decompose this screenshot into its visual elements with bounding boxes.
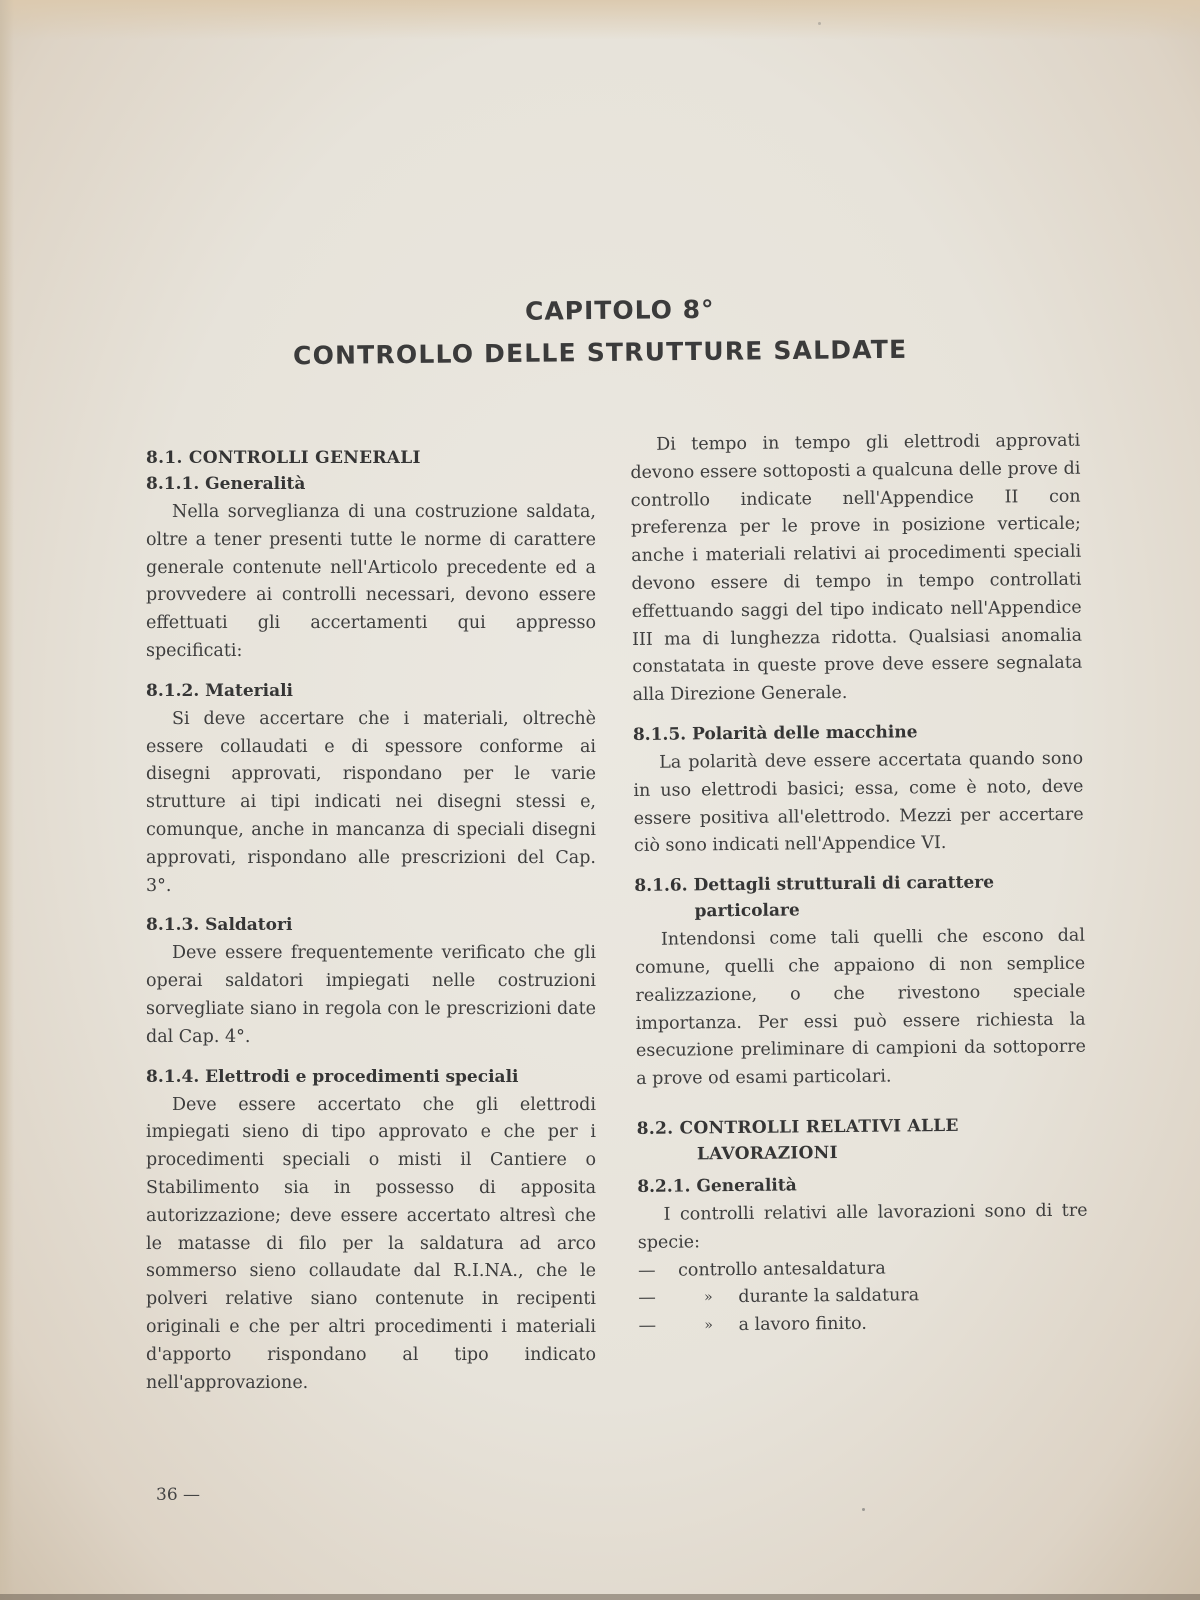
left-column (146, 445, 596, 1397)
section-8-2-1-heading: 8.2.1. Generalità (637, 1175, 797, 1197)
ditto-mark: » (704, 1317, 713, 1334)
page-number: 36 — (156, 1485, 201, 1505)
section-8-1-6-paragraph: Intendonsi come tali quelli che escono dal comune, quelli che appaiono di non semplice realizzazione, o che rivestono speciale importanza. Per essi può essere richiesta la esecuzione preliminare di campioni da sottoporre a prove od esami particolari. (635, 925, 1087, 1090)
section-8-1-2-heading: 8.1.2. Materiali (146, 680, 294, 701)
section-8-1-5-heading: 8.1.5. Polarità delle macchine (632, 722, 918, 745)
chapter-number: CAPITOLO 8° (524, 294, 715, 326)
dash-marker: — (638, 1288, 656, 1309)
list-item-text: a lavoro finito. (738, 1313, 867, 1336)
chapter-header (0, 286, 1200, 379)
section-8-2-heading: 8.2. CONTROLLI RELATIVI ALLE LAVORAZIONI (636, 1115, 959, 1165)
section-8-1-3-paragraph: Deve essere frequentemente verificato che gli operai saldatori impiegati nelle costruzioni sorvegliate siano in regola con le prescrizioni date dal Cap. 4°. (146, 943, 596, 1047)
list-item-text: durante la saldatura (738, 1285, 920, 1308)
dash-marker: — (637, 1260, 656, 1281)
paper-speck (818, 22, 821, 25)
ditto-mark: » (703, 1289, 713, 1306)
section-8-1-1-paragraph: Nella sorveglianza di una costruzione saldata, oltre a tener presenti tutte le norme di carattere generale contenute nell'Articolo precedente ed a provvedere ai controlli necessari, devono essere effettuati gli accertamenti qui appresso specificati: (146, 502, 596, 661)
section-8-1-heading: 8.1. CONTROLLI GENERALI (146, 448, 421, 468)
section-8-1-4-continued-paragraph: Di tempo in tempo gli elettrodi approvati devono essere sottoposti a qualcuna delle prove di controllo indicate nell'Appendice II con preferenza per le prove in posizione verticale; anche i materiali relativi ai procedimenti speciali devono essere di tempo in tempo controllati effettuando saggi del tipo indicato nell'Appendice III ma di lunghezza ridotta. Qualsiasi anomalia constatata in queste prove deve essere segnalata alla Direzione Generale. (630, 430, 1083, 706)
section-8-1-4-heading: 8.1.4. Elettrodi e procedimenti speciali (146, 1066, 519, 1087)
chapter-title: CONTROLLO DELLE STRUTTURE SALDATE (292, 334, 908, 371)
section-8-1-4-paragraph: Deve essere accertato che gli elettrodi impiegati sieno di tipo approvato e che per i procedimenti speciali o misti il Cantiere o Stabilimento sia in possesso di apposita autorizzazione; deve essere accertato altresì che le matasse di filo per la saldatura ad arco sommerso sieno collaudate dal R.I.NA., che le polveri relative siano contenute in recipenti originali e che per altri procedimenti i materiali d'apporto rispondano al tipo indicato nell'approvazione. (146, 1094, 596, 1393)
section-8-1-2-paragraph: Si deve accertare che i materiali, oltrechè essere collaudati e di spessore conforme ai disegni approvati, rispondano per le varie strutture ai tipi indicati nei disegni stessi e, comunque, anche in mancanza di speciali disegni approvati, rispondano alle prescrizioni del Cap. 3°. (146, 708, 596, 896)
paper-edge-top (0, 0, 1200, 40)
list-item (638, 1281, 1088, 1313)
section-8-1-3-heading: 8.1.3. Saldatori (146, 915, 293, 936)
section-8-1-6-heading: 8.1.6. Dettagli strutturali di carattere particolare (634, 872, 995, 922)
list-item-text: controllo antesaldatura (677, 1258, 886, 1281)
list-item (638, 1253, 1088, 1285)
section-8-1-1-heading: 8.1.1. Generalità (146, 474, 306, 494)
dash-marker: — (638, 1315, 657, 1337)
section-8-1-5-paragraph: La polarità deve essere accertata quando sono in uso elettrodi basici; essa, come è noto, deve essere positiva all'elettrodo. Mezzi per accertare ciò sono indicati nell'Appendice VI. (633, 748, 1084, 857)
list-item (638, 1309, 1088, 1341)
paper-edge-left (0, 0, 14, 1600)
paper-speck (862, 1508, 865, 1511)
control-types-list (638, 1253, 1089, 1341)
right-column (630, 426, 1089, 1341)
section-8-2-1-paragraph: I controlli relativi alle lavorazioni sono di tre specie: (637, 1200, 1088, 1253)
